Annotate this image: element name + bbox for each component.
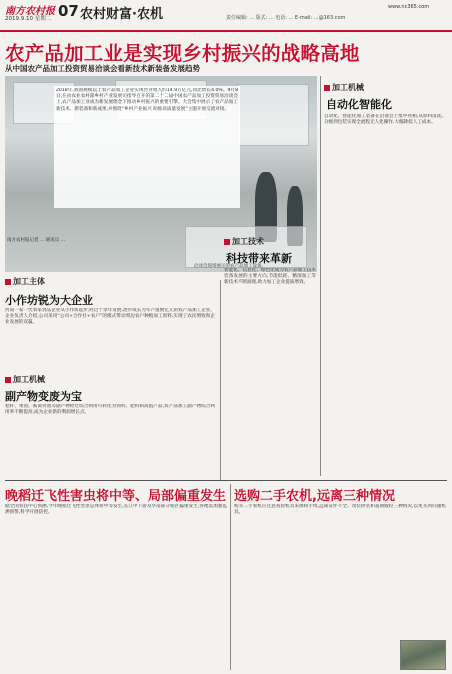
masthead [0, 0, 452, 32]
column-divider [320, 76, 321, 476]
section-name: 农村财富·农机 [80, 7, 163, 22]
lead-body: 2018年,我国规模以上农产品加工企业实现营业收入约14.9万亿元,同比增长4.0%。9月8日,在由农业农村部乡村产业发展司指导召开的第二十二届中国农产品加工投资贸易洽谈会上,农产品加工业成为新发展理念下推动乡村振兴的重要引擎。大会集中展示了农产品加工新技术、新装备和新成果,并围绕“乡村产业振兴 助推高质量发展”主题开展交流对接。 [56, 88, 238, 112]
page-number: 07 [58, 2, 79, 20]
editor-info: 责任编辑: ... 版式: ... 电话: ... E-mail: ...@163.com [226, 15, 346, 21]
lead-photo-caption: 洽谈会现场展示的农产品加工设备。 [194, 264, 266, 269]
machine-thumbnail [400, 640, 446, 670]
column-divider [220, 280, 221, 480]
lead-text-block [54, 86, 240, 208]
left-top-body: 河南一家一代农家食品企业从小作坊起步,经过十余年发展,逐步成长为年产值数亿元的农产品加工企业。企业负责人介绍,公司采用“公司+合作社+农户”的模式带动周边农户种植加工原料,实现了农民增收和企业发展的双赢。 [5, 308, 215, 326]
right-title: 自动化智能化 [326, 98, 392, 111]
issue-date: 2019.9.10 星期二 [5, 16, 52, 22]
section-tag-icon [224, 239, 230, 245]
section-tag-icon [324, 85, 330, 91]
left-mid-body: 秸秆、果渣、畜禽骨血等副产物经过综合利用可转化为饲料、肥料和高值产品,农产品加工副产物综合利用率不断提高,成为企业新的利润增长点。 [5, 404, 215, 416]
lead-credit: 南方农村报记者 ... 通讯员 ... [7, 238, 65, 243]
left-top-label: 加工主体 [5, 276, 45, 287]
right-section-label: 加工机械 [324, 82, 364, 93]
column-divider [230, 484, 231, 670]
bottom-left-title: 晚稻迁飞性害虫将中等、局部偏重发生 [5, 489, 227, 504]
lead-headline: 农产品加工业是实现乡村振兴的战略高地 [5, 42, 360, 65]
left-mid-title: 副产物变废为宝 [5, 390, 82, 403]
section-tag-icon [5, 377, 11, 383]
photo-machine-3 [237, 84, 309, 146]
website[interactable]: www.nc365.com [388, 4, 430, 10]
bottom-divider [5, 480, 447, 481]
left-mid-label: 加工机械 [5, 374, 45, 385]
section-tag-icon [5, 279, 11, 285]
bottom-left-body: 据全国农技中心预测,今年晚稻迁飞性害虫总体将中等发生,长江中下游及华南部分稻区偏重发生,各地需加强监测预警,科学开展防控。 [5, 504, 227, 516]
lead-subhead: 从中国农产品加工投资贸易洽谈会看新技术新装备发展趋势 [5, 64, 200, 73]
masthead-rule [0, 30, 452, 32]
right-body: 自动化、智能化加工装备在洽谈会上集中亮相,从原料清洗、分级到包装实现全流程无人化操作,大幅降低人工成本。 [324, 114, 446, 126]
mid-label: 加工技术 [224, 236, 264, 247]
mid-title: 科技带来革新 [226, 252, 292, 265]
bottom-right-title: 选购二手农机,远离三种情况 [234, 489, 395, 504]
newspaper-brand: 南方农村报 [5, 6, 55, 17]
left-top-title: 小作坊锐为大企业 [5, 294, 93, 307]
mid-body: 智能化、信息化、绿色化成为农产品加工技术装备发展的主要方向,节能低耗、精深加工等新技术不断涌现,助力加工企业提质增效。 [224, 268, 316, 286]
bottom-right-body: 购买二手农机应注意查验机具来源和手续,远离证件不全、改装拼装和超期服役三种情况,以免买到问题机具。 [234, 504, 446, 516]
